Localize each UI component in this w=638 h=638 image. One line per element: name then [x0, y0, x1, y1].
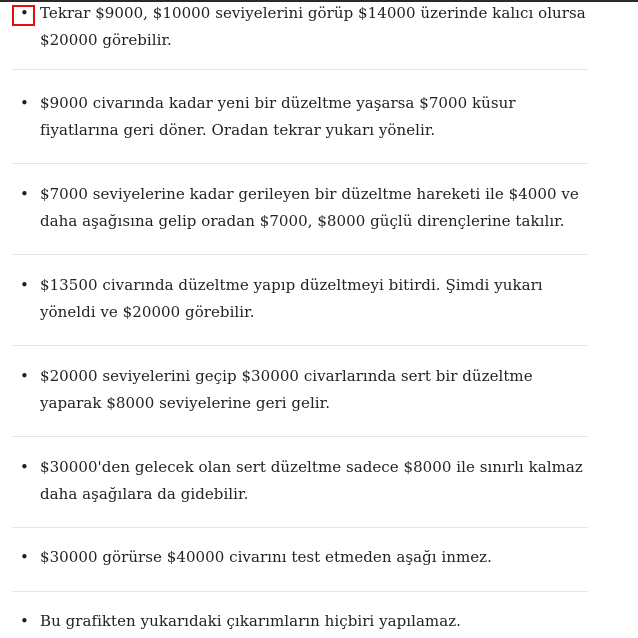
list-item-7[interactable] [12, 544, 588, 592]
bullet-icon: • [20, 548, 29, 566]
list-item-3[interactable] [12, 181, 588, 255]
bullet-icon: • [20, 94, 29, 112]
list-item-text: $30000'den gelecek olan sert düzeltme sadece $8000 ile sınırlı kalmaz daha aşağılara da gidebilir. [40, 458, 583, 503]
list-item-text: $7000 seviyelerine kadar gerileyen bir düzeltme hareketi ile $4000 ve daha aşağısına gelip oradan $7000, $8000 güçlü dirençlerine takılır. [40, 185, 579, 230]
list-item-8[interactable] [12, 608, 588, 638]
list-item-text: $9000 civarında kadar yeni bir düzeltme yaşarsa $7000 küsur fiyatlarına geri döner. Oradan tekrar yukarı yönelir. [40, 94, 516, 139]
list-item-2[interactable] [12, 90, 588, 164]
list-item-4[interactable] [12, 272, 588, 346]
list-item-5[interactable] [12, 363, 588, 437]
list-item-text: $13500 civarında düzeltme yapıp düzeltmeyi bitirdi. Şimdi yukarı yöneldi ve $20000 görebilir. [40, 276, 543, 321]
list-item-text: $20000 seviyelerini geçip $30000 civarlarında sert bir düzeltme yaparak $8000 seviyelerine geri gelir. [40, 367, 533, 412]
bullet-icon: • [20, 276, 29, 294]
bullet-icon: • [20, 4, 29, 22]
bullet-icon: • [20, 367, 29, 385]
list-item-text: Bu grafikten yukarıdaki çıkarımların hiçbiri yapılamaz. [40, 612, 461, 630]
bullet-icon: • [20, 458, 29, 476]
list-item-6[interactable] [12, 454, 588, 528]
bullet-icon: • [20, 185, 29, 203]
bullet-icon: • [20, 612, 29, 630]
list-item-text: $30000 görürse $40000 civarını test etmeden aşağı inmez. [40, 548, 492, 566]
list-item-1[interactable] [12, 0, 588, 70]
list-item-text: Tekrar $9000, $10000 seviyelerini görüp $14000 üzerinde kalıcı olursa $20000 görebilir. [40, 4, 586, 49]
